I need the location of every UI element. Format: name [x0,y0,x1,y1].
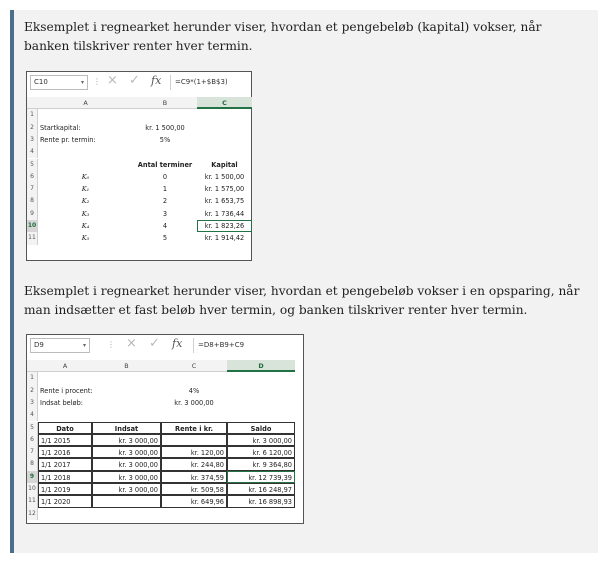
term-value[interactable]: 5 [162,234,168,243]
row-header-12[interactable]: 12 [27,508,38,520]
interest-cell[interactable]: kr. 244,80 [161,458,227,470]
row-header-11[interactable]: 11 [27,232,38,244]
balance-cell[interactable]: kr. 9 364,80 [227,458,295,470]
formula-input[interactable]: =D8+B9+C9 [193,338,301,353]
row-header-9[interactable]: 9 [27,208,38,220]
name-box-value: C10 [34,78,48,86]
row-header-9[interactable]: 9 [27,471,38,483]
column-header-c[interactable]: C [161,360,227,372]
capital-value[interactable]: kr. 1 500,00 [204,172,245,181]
row-header-8[interactable]: 8 [27,458,38,470]
enter-icon[interactable]: ✓ [129,73,140,88]
table-row [27,208,251,220]
term-value[interactable]: 4 [162,222,168,230]
name-box[interactable] [30,338,90,353]
date-cell[interactable]: 1/1 2018 [38,471,92,483]
balance-cell[interactable]: kr. 12 739,39 [227,471,295,483]
table-header-3[interactable]: Saldo [227,422,295,434]
column-header-a[interactable]: A [38,360,92,372]
table-row [27,471,303,483]
intro-paragraph-1: Eksemplet i regnearket herunder viser, hvordan et pengebeløb (kapital) vokser, når banken tilskriver renter hver termin. [24,20,542,53]
term-value[interactable]: 1 [162,185,168,194]
rate-label[interactable]: Rente i procent: [40,386,93,395]
table-row [27,171,251,183]
table-row [27,220,251,232]
capital-value[interactable]: kr. 1 653,75 [204,197,245,206]
capital-value[interactable]: kr. 1 736,44 [204,209,245,218]
row-header-10[interactable]: 10 [27,220,38,232]
row-header-5[interactable]: 5 [27,422,38,434]
date-cell[interactable]: 1/1 2016 [38,446,92,458]
table-row [27,232,251,244]
row-header-5[interactable]: 5 [27,159,38,171]
start-value[interactable]: kr. 1 500,00 [145,123,185,132]
start-label[interactable]: Startkapital: [40,123,81,132]
function-icon[interactable]: fx [172,337,183,350]
interest-cell[interactable]: kr. 509,58 [161,483,227,495]
cancel-icon[interactable]: × [126,336,137,351]
interest-cell[interactable]: kr. 374,59 [161,471,227,483]
date-cell[interactable]: 1/1 2020 [38,495,92,507]
row-header-2[interactable]: 2 [27,122,38,134]
column-header-a[interactable]: A [38,97,133,109]
table-header-2[interactable]: Rente i kr. [161,422,227,434]
table-row [27,434,303,446]
header-terms[interactable]: Antal terminer [137,160,193,169]
rate-label[interactable]: Rente pr. termin: [40,135,96,144]
interest-cell[interactable]: kr. 120,00 [161,446,227,458]
spreadsheet-2 [26,334,304,524]
table-row [27,446,303,458]
row-header-11[interactable]: 11 [27,495,38,507]
row-header-1[interactable]: 1 [27,109,38,121]
term-value[interactable]: 0 [162,172,168,181]
balance-cell[interactable]: kr. 3 000,00 [227,434,295,446]
k-label[interactable]: K₁ [81,185,90,194]
separator-icon: ⋮ [93,77,101,86]
table-row [27,483,303,495]
k-label[interactable]: K₅ [81,234,90,243]
k-label[interactable]: K₂ [81,197,90,206]
formula-bar [27,72,251,94]
row-header-10[interactable]: 10 [27,483,38,495]
select-all-corner[interactable] [27,360,38,372]
header-capital[interactable]: Kapital [211,160,238,169]
table-row [27,372,303,384]
table-row [27,195,251,207]
enter-icon[interactable]: ✓ [149,336,160,351]
deposit-cell[interactable]: kr. 3 000,00 [92,458,161,470]
table-row [27,422,303,434]
cancel-icon[interactable]: × [107,73,118,88]
capital-value[interactable]: kr. 1 575,00 [204,185,245,194]
deposit-cell[interactable]: kr. 3 000,00 [92,483,161,495]
column-header-b[interactable]: B [92,360,161,372]
column-header-row [27,360,303,372]
column-header-b[interactable]: B [133,97,197,109]
row-header-2[interactable]: 2 [27,385,38,397]
table-row [27,183,251,195]
function-icon[interactable]: fx [151,74,162,87]
table-row [27,508,303,520]
table-header-0[interactable]: Dato [38,422,92,434]
deposit-cell[interactable]: kr. 3 000,00 [92,446,161,458]
deposit-value[interactable]: kr. 3 000,00 [174,398,214,407]
row-header-6[interactable]: 6 [27,434,38,446]
capital-value[interactable]: kr. 1 823,26 [197,220,252,232]
table-row [27,146,251,158]
term-value[interactable]: 3 [162,209,168,218]
table-row [27,109,251,121]
table-row [27,495,303,507]
k-label[interactable]: K₄ [81,222,90,230]
table-row [27,134,251,146]
row-header-4[interactable]: 4 [27,146,38,158]
name-box-value: D9 [34,341,44,349]
table-row [27,159,251,171]
chevron-down-icon[interactable]: ▾ [82,342,86,349]
column-header-d[interactable]: D [227,360,295,372]
date-cell[interactable]: 1/1 2017 [38,458,92,470]
row-header-3[interactable]: 3 [27,134,38,146]
intro-paragraph-2: Eksemplet i regnearket herunder viser, hvordan et pengebeløb vokser i en opsparing, når man indsætter et fast beløb hver termin, og banken tilskriver renter hver termin. [24,284,580,317]
table-row [27,122,251,134]
row-header-1[interactable]: 1 [27,372,38,384]
table-row [27,458,303,470]
content-panel [10,10,598,553]
separator-icon: ⋮ [107,340,115,349]
column-header-row [27,97,251,109]
row-header-6[interactable]: 6 [27,171,38,183]
table-row [27,409,303,421]
date-cell[interactable]: 1/1 2019 [38,483,92,495]
deposit-label[interactable]: Indsat beløb: [40,398,83,407]
balance-cell[interactable]: kr. 16 898,93 [227,495,295,507]
row-header-4[interactable]: 4 [27,409,38,421]
deposit-cell[interactable] [92,495,161,507]
column-header-c[interactable]: C [197,97,252,109]
formula-bar [27,335,303,357]
table-header-1[interactable]: Indsat [92,422,161,434]
term-value[interactable]: 2 [162,197,168,206]
select-all-corner[interactable] [27,97,38,109]
k-label[interactable]: K₀ [81,172,90,181]
interest-cell[interactable] [161,434,227,446]
rate-value[interactable]: 5% [159,135,171,144]
deposit-cell[interactable]: kr. 3 000,00 [92,471,161,483]
table-row [27,385,303,397]
spreadsheet-1 [26,71,252,261]
balance-cell[interactable]: kr. 16 248,97 [227,483,295,495]
balance-cell[interactable]: kr. 6 120,00 [227,446,295,458]
capital-value[interactable]: kr. 1 914,42 [204,234,245,243]
name-box[interactable] [30,75,88,90]
rate-value[interactable]: 4% [188,386,200,395]
row-header-7[interactable]: 7 [27,183,38,195]
row-header-8[interactable]: 8 [27,195,38,207]
formula-input[interactable]: =C9*(1+$B$3) [170,75,250,90]
table-row [27,397,303,409]
row-header-3[interactable]: 3 [27,397,38,409]
interest-cell[interactable]: kr. 649,96 [161,495,227,507]
deposit-cell[interactable]: kr. 3 000,00 [92,434,161,446]
chevron-down-icon[interactable]: ▾ [80,79,84,86]
row-header-7[interactable]: 7 [27,446,38,458]
k-label[interactable]: K₃ [81,209,90,218]
date-cell[interactable]: 1/1 2015 [38,434,92,446]
